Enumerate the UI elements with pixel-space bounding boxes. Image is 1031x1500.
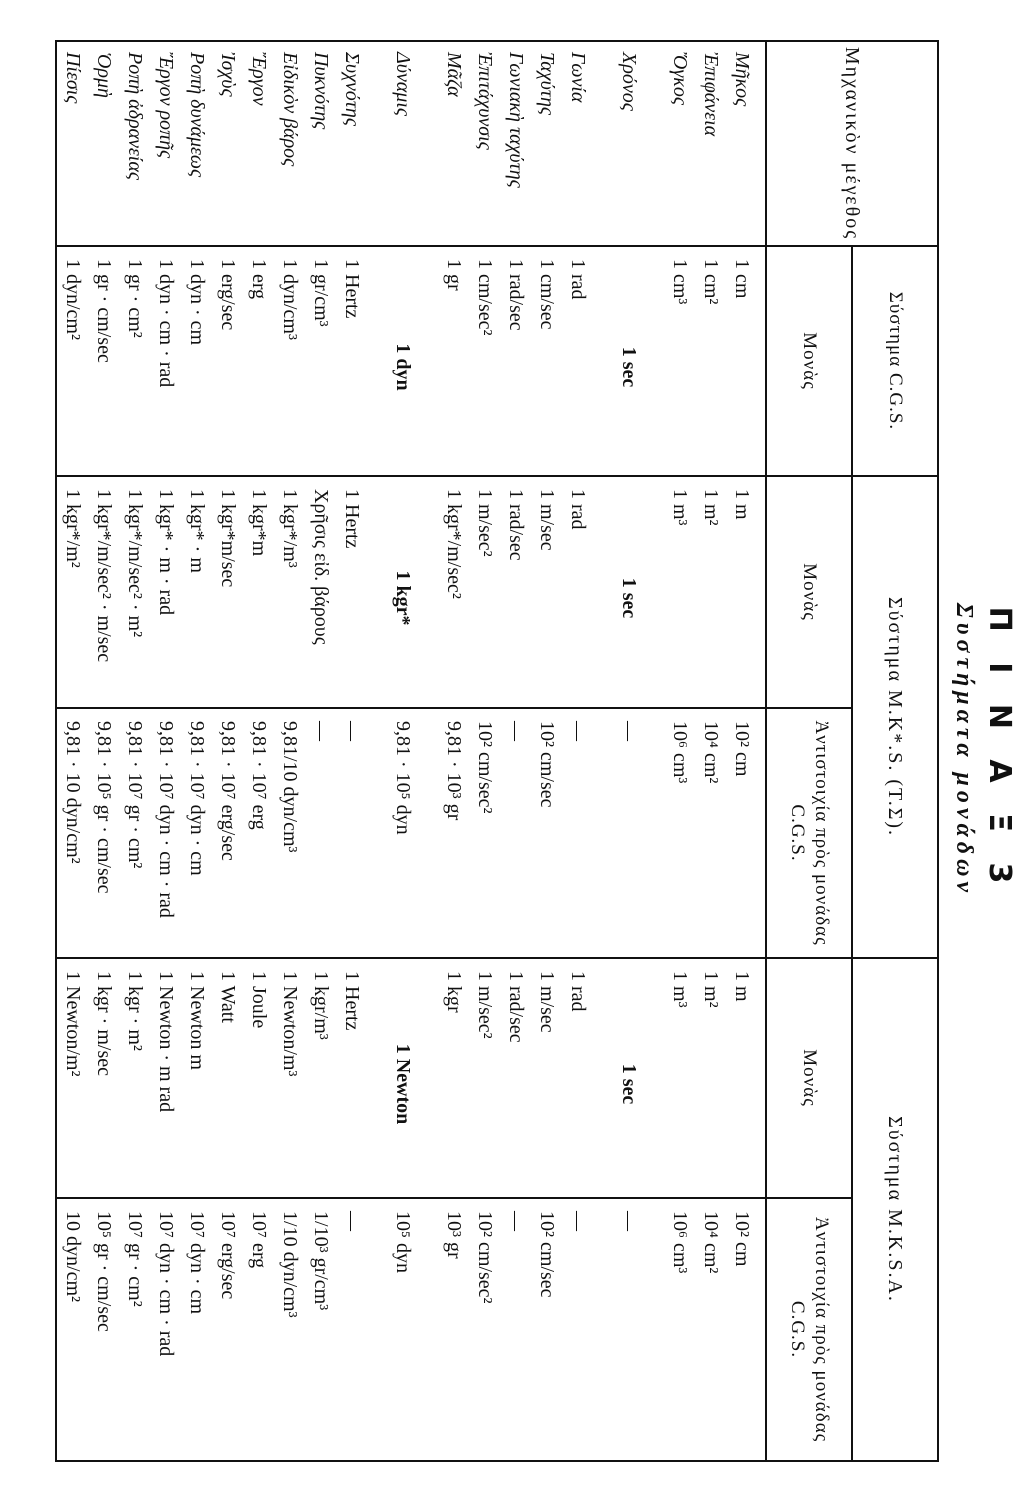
quantities-group2-item: Χρόνος — [618, 52, 640, 111]
table-body-row — [56, 41, 766, 1461]
group-gap — [593, 259, 613, 475]
group-gap — [593, 489, 613, 707]
mksa-group5-item: 1 Hertz — [341, 971, 363, 1031]
mks-tech-corr-group5-item: 9,81 · 10⁷ dyn · cm — [186, 721, 208, 876]
mks-tech-group5-item: 1 kgr*m/sec — [217, 489, 239, 588]
group-gap — [418, 259, 438, 475]
mksa-corr-group5-item: 1/10 dyn/cm³ — [279, 1211, 301, 1318]
mks-tech-group5-item: 1 Hertz — [341, 489, 363, 549]
group-gap — [418, 1211, 438, 1460]
group-gap — [367, 489, 387, 707]
quantities-group4-item: Δύναμις — [392, 52, 414, 117]
mks-tech-group3-item: 1 rad/sec — [505, 489, 527, 561]
mks-tech-group1-item: 1 m² — [700, 489, 722, 526]
group-gap — [644, 971, 664, 1197]
mks-tech-group5-item: 1 kgr*m — [248, 489, 270, 557]
cgs-group5-item: 1 erg — [248, 259, 270, 300]
header-quantity: Μηχανικὸν μέγεθος — [766, 41, 938, 246]
header-cgs-units: Μονὰς — [766, 246, 852, 476]
mksa-corr-group5-item: 10⁷ erg/sec — [217, 1211, 239, 1300]
mksa-group5-item: 1 Newton · m rad — [155, 971, 177, 1113]
header-mksa-units: Μονὰς — [766, 958, 852, 1198]
table-subtitle: Συστήματα μονάδων — [951, 602, 977, 898]
cgs-group5-item: 1 gr/cm³ — [310, 259, 332, 327]
mksa-corr-group2-item: — — [618, 1211, 640, 1232]
cgs-group3-item: 1 rad — [567, 259, 589, 300]
mksa-group2-item: 1 sec — [618, 1063, 640, 1105]
mksa-group1-item: 1 m² — [700, 971, 722, 1008]
quantities-group5-item: Πυκνότης — [310, 52, 332, 130]
mks-tech-corr-group3-item: 9,81 · 10³ gr — [443, 721, 465, 821]
mksa-group5-item: 1 kgr · m/sec — [93, 971, 115, 1076]
mksa-group3-item: 1 kgr — [443, 971, 465, 1013]
mks-tech-group5-item: 1 kgr* · m — [186, 489, 208, 573]
cgs-group5-item: 1 dyn/cm³ — [279, 259, 301, 340]
cgs-group3-item: 1 gr — [443, 259, 465, 291]
mks-tech-group4-item: 1 kgr* — [392, 570, 414, 626]
quantities-group1-item: Μῆκος — [731, 52, 753, 107]
mksa-group5-item: 1 Newton/m³ — [279, 971, 301, 1077]
mks-tech-group3-item: 1 rad — [567, 489, 589, 530]
group-gap — [418, 721, 438, 957]
quantities-group5-item: Ἔργον ροπῆς — [155, 52, 177, 159]
cgs-group5-item: 1 gr · cm² — [124, 259, 146, 338]
mksa-corr-group5-item: 10⁷ gr · cm² — [124, 1211, 146, 1307]
mksa-corr-group5-item: — — [341, 1211, 363, 1232]
group-gap — [593, 1211, 613, 1460]
mks-tech-corr-group1-item: 10⁶ cm³ — [669, 721, 691, 784]
group-gap — [367, 1211, 387, 1460]
mksa-group3-item: 1 rad — [567, 971, 589, 1012]
group-gap — [418, 52, 438, 245]
mks-tech-group3-item: 1 m/sec — [536, 489, 558, 551]
cgs-group3-item: 1 cm/sec² — [474, 259, 496, 336]
group-gap — [644, 721, 664, 957]
table-title: Π Ι Ν Α Ξ 3 — [982, 606, 1017, 894]
group-gap — [644, 489, 664, 707]
mksa-corr-group1-item: 10⁶ cm³ — [669, 1211, 691, 1274]
mksa-corr-group5-item: 10⁷ erg — [248, 1211, 270, 1269]
group-gap — [367, 52, 387, 245]
group-gap — [367, 971, 387, 1197]
group-gap — [593, 721, 613, 957]
mksa-group3-item: 1 rad/sec — [505, 971, 527, 1043]
quantities-group5-item: Εἰδικὸν βάρος — [279, 52, 301, 167]
mks-tech-correspondence-column — [56, 708, 766, 958]
mks-tech-group3-item: 1 kgr*/m/sec² — [443, 489, 465, 599]
units-table — [55, 40, 939, 1462]
mks-tech-corr-group5-item: 9,81 · 10⁷ erg/sec — [217, 721, 239, 861]
header-mks-tech-system: Σύστημα Μ.Κ*.S. (Τ.Σ). — [852, 476, 938, 958]
cgs-group1-item: 1 cm² — [700, 259, 722, 305]
group-gap — [367, 259, 387, 475]
mksa-group5-item: 1 kgr · m² — [124, 971, 146, 1051]
header-mks-tech-correspondence: Ἀντιστοιχία πρὸς μονάδας C.G.S. — [766, 708, 852, 958]
mks-tech-corr-group4-item: 9,81 · 10⁵ dyn — [392, 721, 414, 835]
mks-tech-corr-group5-item: 9,81 · 10⁵ gr · cm/sec — [93, 721, 115, 894]
quantities-group3-item: Γωνιακὴ ταχύτης — [505, 52, 527, 188]
cgs-group5-item: 1 erg/sec — [217, 259, 239, 331]
cgs-group2-item: 1 sec — [618, 346, 640, 388]
mksa-corr-group3-item: — — [505, 1211, 527, 1232]
mks-tech-group5-item: Χρῆσις εἰδ. βάρους — [310, 489, 332, 645]
mksa-corr-group5-item: 10 dyn/cm² — [62, 1211, 84, 1303]
mksa-corr-group5-item: 10⁷ dyn · cm — [186, 1211, 208, 1315]
mks-tech-group1-item: 1 m³ — [669, 489, 691, 526]
quantities-group3-item: Γωνία — [567, 52, 589, 103]
mksa-corr-group3-item: 10² cm/sec — [536, 1211, 558, 1298]
header-cgs-system: Σύστημα C.G.S. — [852, 246, 938, 476]
cgs-group5-item: 1 dyn/cm² — [62, 259, 84, 340]
header-mksa-correspondence: Ἀντιστοιχία πρὸς μονάδας C.G.S. — [766, 1198, 852, 1461]
mks-tech-group5-item: 1 kgr*/m/sec² · m² — [124, 489, 146, 638]
mks-tech-group5-item: 1 kgr*/m/sec² · m/sec — [93, 489, 115, 663]
mksa-corr-group3-item: 10² cm/sec² — [474, 1211, 496, 1304]
mksa-group5-item: 1 Newton m — [186, 971, 208, 1070]
mks-tech-corr-group1-item: 10⁴ cm² — [700, 721, 722, 784]
quantities-group3-item: Ταχύτης — [536, 52, 558, 115]
mks-tech-corr-group3-item: — — [505, 721, 527, 741]
mks-tech-corr-group5-item: 9,81/10 dyn/cm³ — [279, 721, 301, 853]
mks-tech-corr-group1-item: 10² cm — [731, 721, 753, 777]
group-gap — [593, 971, 613, 1197]
quantities-group5-item: Ἰσχὺς — [217, 52, 239, 97]
mks-tech-group3-item: 1 m/sec² — [474, 489, 496, 557]
mksa-group5-item: 1 Watt — [217, 971, 239, 1023]
mks-tech-corr-group5-item: — — [341, 721, 363, 741]
group-gap — [418, 971, 438, 1197]
quantities-group1-item: Ὄγκος — [669, 52, 691, 105]
quantities-group5-item: Ροπὴ ἀδρανείας — [124, 52, 146, 180]
mksa-group5-item: 1 Newton/m² — [62, 971, 84, 1077]
cgs-group3-item: 1 rad/sec — [505, 259, 527, 331]
mksa-group1-item: 1 m³ — [669, 971, 691, 1008]
mksa-unit-column — [56, 958, 766, 1198]
mksa-group5-item: 1 kgr/m³ — [310, 971, 332, 1040]
quantities-group3-item: Μᾶζα — [443, 52, 465, 97]
mks-tech-corr-group5-item: 9,81 · 10⁷ gr · cm² — [124, 721, 146, 869]
quantities-group5-item: Πίεσις — [62, 52, 84, 104]
mks-tech-corr-group3-item: 10² cm/sec² — [474, 721, 496, 814]
mks-tech-group2-item: 1 sec — [618, 577, 640, 619]
group-gap — [593, 52, 613, 245]
mks-tech-corr-group5-item: 9,81 · 10⁷ dyn · cm · rad — [155, 721, 177, 918]
mksa-corr-group1-item: 10⁴ cm² — [700, 1211, 722, 1274]
mksa-group1-item: 1 m — [731, 971, 753, 1002]
cgs-group5-item: 1 Hertz — [341, 259, 363, 319]
mksa-corr-group3-item: 10³ gr — [443, 1211, 465, 1259]
mksa-correspondence-column — [56, 1198, 766, 1461]
mks-tech-corr-group2-item: — — [618, 721, 640, 741]
cgs-group5-item: 1 gr · cm/sec — [93, 259, 115, 363]
mksa-group4-item: 1 Newton — [392, 1043, 414, 1125]
quantities-group1-item: Ἐπιφάνεια — [700, 52, 722, 137]
cgs-group3-item: 1 cm/sec — [536, 259, 558, 330]
header-mks-tech-units: Μονὰς — [766, 476, 852, 708]
mksa-corr-group5-item: 1/10³ gr/cm³ — [310, 1211, 332, 1311]
group-gap — [644, 259, 664, 475]
mksa-corr-group5-item: 10⁵ gr · cm/sec — [93, 1211, 115, 1332]
mksa-group3-item: 1 m/sec² — [474, 971, 496, 1039]
cgs-group1-item: 1 cm³ — [669, 259, 691, 305]
cgs-group5-item: 1 dyn · cm — [186, 259, 208, 346]
mks-tech-group5-item: 1 kgr* · m · rad — [155, 489, 177, 616]
quantities-group5-item: Ἔργον — [248, 52, 270, 106]
cgs-group5-item: 1 dyn · cm · rad — [155, 259, 177, 388]
group-gap — [418, 489, 438, 707]
mksa-corr-group1-item: 10² cm — [731, 1211, 753, 1267]
quantity-column — [56, 41, 766, 246]
group-gap — [644, 52, 664, 245]
mks-tech-group1-item: 1 m — [731, 489, 753, 520]
mks-tech-group5-item: 1 kgr*/m³ — [279, 489, 301, 568]
mksa-group3-item: 1 m/sec — [536, 971, 558, 1033]
quantities-group5-item: Ροπὴ δυνάμεως — [186, 52, 208, 178]
mks-tech-corr-group5-item: 9,81 · 10⁷ erg — [248, 721, 270, 830]
mks-tech-corr-group5-item: 9,81 · 10 dyn/cm² — [62, 721, 84, 864]
quantities-group5-item: Ὁρμὴ — [93, 52, 115, 98]
mksa-group5-item: 1 Joule — [248, 971, 270, 1029]
mksa-corr-group3-item: — — [567, 1211, 589, 1232]
cgs-unit-column — [56, 246, 766, 476]
cgs-group1-item: 1 cm — [731, 259, 753, 299]
mks-tech-corr-group3-item: 10² cm/sec — [536, 721, 558, 808]
group-gap — [644, 1211, 664, 1460]
mksa-corr-group4-item: 10⁵ dyn — [392, 1211, 414, 1273]
mks-tech-corr-group5-item: — — [310, 721, 332, 741]
quantities-group5-item: Συχνότης — [341, 52, 363, 126]
mksa-corr-group5-item: 10⁷ dyn · cm · rad — [155, 1211, 177, 1357]
cgs-group4-item: 1 dyn — [392, 343, 414, 391]
header-mksa-system: Σύστημα Μ.Κ.S.A. — [852, 958, 938, 1461]
group-gap — [367, 721, 387, 957]
mks-tech-group5-item: 1 kgr*/m² — [62, 489, 84, 568]
quantities-group3-item: Ἐπιτάχυνσις — [474, 52, 496, 150]
mks-tech-unit-column — [56, 476, 766, 708]
mks-tech-corr-group3-item: — — [567, 721, 589, 741]
